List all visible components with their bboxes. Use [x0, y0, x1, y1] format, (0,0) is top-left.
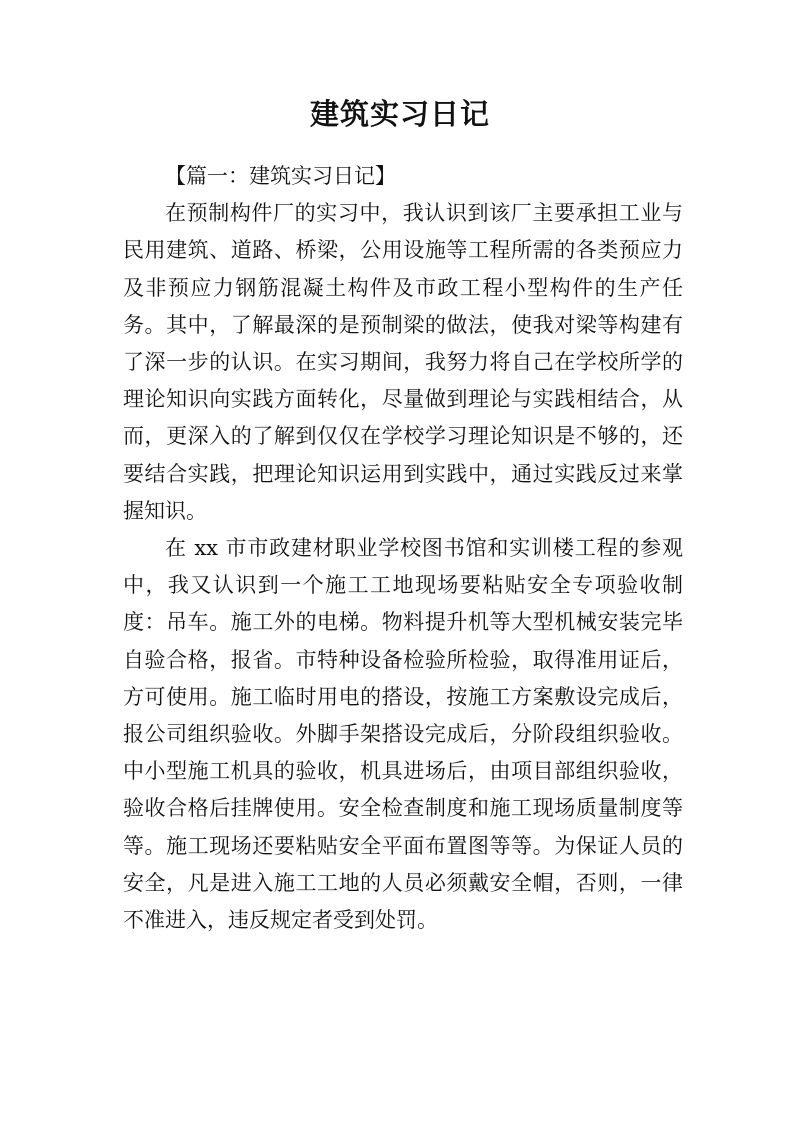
document-title: 建筑实习日记	[309, 97, 490, 131]
document-body	[123, 158, 683, 939]
paragraph-1: 在预制构件厂的实习中，我认识到该厂主要承担工业与民用建筑、道路、桥梁，公用设施等工程所需的各类预应力及非预应力钢筋混凝土构件及市政工程小型构件的生产任务。其中，了解最深的是预制梁的做法，使我对梁等构建有了深一步的认识。在实习期间，我努力将自己在学校所学的理论知识向实践方面转化，尽量做到理论与实践相结合，从而，更深入的了解到仅仅在学校学习理论知识是不够的，还要结合实践，把理论知识运用到实践中，通过实践反过来掌握知识。	[123, 201, 683, 523]
section-heading: 【篇一：建筑实习日记】	[165, 164, 396, 188]
paragraph-2: 在 xx 市市政建材职业学校图书馆和实训楼工程的参观中，我又认识到一个施工工地现场要粘贴安全专项验收制度：吊车。施工外的电梯。物料提升机等大型机械安装完毕自验合格，报省。市特种设备检验所检验，取得准用证后，方可使用。施工临时用电的搭设，按施工方案敷设完成后，报公司组织验收。外脚手架搭设完成后，分阶段组织验收。中小型施工机具的验收，机具进场后，由项目部组织验收，验收合格后挂牌使用。安全检查制度和施工现场质量制度等等。施工现场还要粘贴安全平面布置图等等。为保证人员的安全，凡是进入施工工地的人员必须戴安全帽，否则，一律不准进入，违反规定者受到处罚。	[123, 536, 683, 933]
